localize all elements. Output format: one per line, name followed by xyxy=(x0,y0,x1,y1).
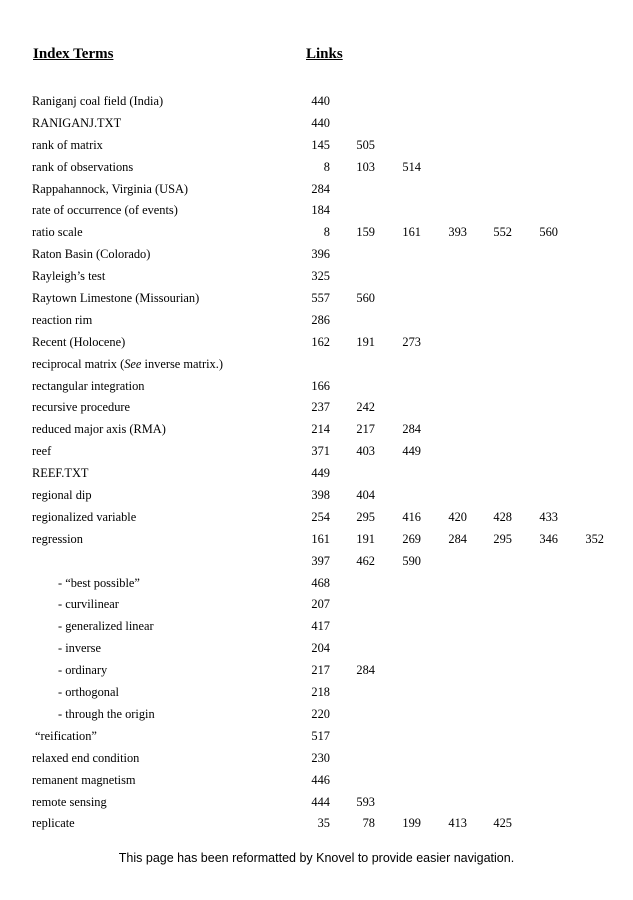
page-link[interactable]: 217 xyxy=(356,422,375,437)
page-link[interactable]: 440 xyxy=(311,94,330,108)
index-term xyxy=(32,113,121,135)
page-link[interactable]: 404 xyxy=(356,488,375,503)
index-term-text: rank of matrix xyxy=(32,137,103,152)
index-term xyxy=(32,748,139,770)
page-link[interactable]: 161 xyxy=(402,225,421,240)
index-entry xyxy=(0,594,633,616)
page-link[interactable]: 35 xyxy=(317,816,330,831)
index-term-text: recursive procedure xyxy=(32,400,131,415)
page-link[interactable]: 199 xyxy=(402,816,421,831)
index-term xyxy=(32,179,188,201)
page-link[interactable]: 103 xyxy=(356,159,375,174)
index-entry xyxy=(0,397,633,419)
index-term xyxy=(32,463,88,485)
index-entry xyxy=(0,135,633,157)
page-link[interactable]: 462 xyxy=(356,553,375,568)
page-link[interactable]: 346 xyxy=(539,531,558,546)
index-term xyxy=(58,594,119,616)
page-link[interactable]: 295 xyxy=(493,531,512,546)
index-term xyxy=(32,332,125,354)
page-link[interactable]: 593 xyxy=(356,794,375,809)
index-entry xyxy=(0,704,633,726)
index-entry xyxy=(0,310,633,332)
index-term-text: - through the origin xyxy=(58,706,155,721)
page-link[interactable]: 161 xyxy=(311,531,330,546)
page-link[interactable]: 269 xyxy=(402,531,421,546)
index-entry xyxy=(0,157,633,179)
page-link[interactable]: 505 xyxy=(356,137,375,152)
page-link[interactable]: 425 xyxy=(493,816,512,831)
index-entry xyxy=(0,638,633,660)
index-entry xyxy=(0,376,633,398)
index-term-text: relaxed end condition xyxy=(32,750,140,765)
index-entry xyxy=(0,770,633,792)
index-entry xyxy=(0,507,633,529)
index-term xyxy=(58,682,119,704)
index-entry xyxy=(0,266,633,288)
index-term xyxy=(58,638,101,660)
page-link[interactable]: 560 xyxy=(539,225,558,240)
page-link[interactable]: 449 xyxy=(402,444,421,459)
index-term-text: remote sensing xyxy=(32,794,107,809)
page-link[interactable]: 590 xyxy=(402,553,421,568)
page-link[interactable]: 413 xyxy=(448,816,467,831)
page-link[interactable]: 166 xyxy=(311,378,330,393)
index-term-text: - orthogonal xyxy=(58,685,119,700)
index-term-text: Raniganj coal field (India) xyxy=(32,94,164,108)
index-term xyxy=(32,507,136,529)
index-entry xyxy=(0,441,633,463)
page-link[interactable]: 371 xyxy=(311,444,330,459)
index-entry xyxy=(0,222,633,244)
index-term xyxy=(32,310,92,332)
index-entry xyxy=(0,113,633,135)
page-link[interactable]: 242 xyxy=(356,400,375,415)
page-link[interactable]: 352 xyxy=(585,531,604,546)
index-entry xyxy=(0,682,633,704)
page-link[interactable]: 514 xyxy=(402,159,421,174)
index-term xyxy=(32,135,103,157)
index-entry xyxy=(0,529,633,551)
index-term-text: - generalized linear xyxy=(58,619,154,634)
index-entry xyxy=(0,419,633,441)
index-entry xyxy=(0,354,633,376)
index-term xyxy=(32,266,105,288)
index-term-text: regionalized variable xyxy=(32,509,137,524)
page-link[interactable]: 286 xyxy=(311,312,330,327)
page-link[interactable]: 444 xyxy=(311,794,330,809)
index-term xyxy=(35,726,97,748)
page-link[interactable]: 396 xyxy=(311,247,330,262)
page-link[interactable]: 8 xyxy=(323,225,330,240)
index-term-text: Rayleigh’s test xyxy=(32,269,106,284)
index-entry xyxy=(0,813,633,835)
page-link[interactable]: 428 xyxy=(493,509,512,524)
page-link[interactable]: 295 xyxy=(356,509,375,524)
index-entry xyxy=(0,726,633,748)
index-term xyxy=(32,397,130,419)
index-entry xyxy=(0,748,633,770)
index-term-text: - inverse xyxy=(58,641,102,656)
page-link[interactable]: 420 xyxy=(448,509,467,524)
page-link[interactable]: 393 xyxy=(448,225,467,240)
page-link[interactable]: 440 xyxy=(311,115,330,130)
index-term-text: - ordinary xyxy=(58,663,108,678)
page-link[interactable]: 184 xyxy=(311,203,330,218)
page-link[interactable]: 254 xyxy=(311,509,330,524)
index-entry xyxy=(0,616,633,638)
index-entry xyxy=(0,91,633,113)
page-link[interactable]: 325 xyxy=(311,269,330,284)
index-entry xyxy=(0,288,633,310)
index-term-text: Raton Basin (Colorado) xyxy=(32,247,151,262)
page-link[interactable]: 284 xyxy=(356,663,375,678)
index-term xyxy=(58,616,154,638)
page-link[interactable]: 207 xyxy=(311,597,330,612)
page-link[interactable]: 78 xyxy=(362,816,375,831)
index-term xyxy=(32,792,107,814)
index-term-text: Rappahannock, Virginia (USA) xyxy=(32,181,189,196)
page-link[interactable]: 517 xyxy=(311,728,330,743)
index-term-text: - “best possible” xyxy=(58,575,140,590)
page-link[interactable]: 284 xyxy=(448,531,467,546)
page-link[interactable]: 237 xyxy=(311,400,330,415)
page-link[interactable]: 218 xyxy=(311,685,330,700)
index-term xyxy=(32,441,51,463)
index-term xyxy=(58,573,140,595)
index-term-text: ratio scale xyxy=(32,225,83,240)
links-header: Links xyxy=(306,46,343,62)
see-reference-link[interactable]: inverse matrix.) xyxy=(144,356,223,371)
page-link[interactable]: 403 xyxy=(356,444,375,459)
page-link[interactable]: 398 xyxy=(311,488,330,503)
page-link[interactable]: 433 xyxy=(539,509,558,524)
index-term xyxy=(32,244,150,266)
footer-note: This page has been reformatted by Knovel to provide easier navigation. xyxy=(118,851,515,865)
page-link[interactable]: 284 xyxy=(402,422,421,437)
index-term xyxy=(32,485,92,507)
index-entry xyxy=(0,660,633,682)
page-link[interactable]: 191 xyxy=(356,334,375,349)
page-link[interactable]: 560 xyxy=(356,291,375,306)
index-term xyxy=(32,222,83,244)
index-term-text: replicate xyxy=(32,816,75,831)
page-link[interactable]: 284 xyxy=(311,181,330,196)
index-term-text: rectangular integration xyxy=(32,378,145,393)
page-link[interactable]: 214 xyxy=(311,422,330,437)
index-entry xyxy=(0,244,633,266)
index-term-text: RANIGANJ.TXT xyxy=(32,115,122,130)
index-term-text: - curvilinear xyxy=(58,597,119,612)
page-link[interactable]: 145 xyxy=(311,137,330,152)
index-entry xyxy=(0,551,633,573)
index-entry xyxy=(0,485,633,507)
index-term-text: remanent magnetism xyxy=(32,772,136,787)
index-terms-header: Index Terms xyxy=(33,46,114,62)
page-link[interactable]: 217 xyxy=(311,663,330,678)
page-link[interactable]: 468 xyxy=(311,575,330,590)
index-term-text: Recent (Holocene) xyxy=(32,334,126,349)
index-term xyxy=(32,91,163,113)
index-term xyxy=(58,704,155,726)
index-entry xyxy=(0,573,633,595)
page-link[interactable]: 417 xyxy=(311,619,330,634)
page-link[interactable]: 230 xyxy=(311,750,330,765)
index-term-text: rank of observations xyxy=(32,159,134,174)
page-link[interactable]: 557 xyxy=(311,291,330,306)
index-term-text: reef xyxy=(32,444,52,459)
page-link[interactable]: 552 xyxy=(493,225,512,240)
page-link[interactable]: 204 xyxy=(311,641,330,656)
index-term xyxy=(32,813,75,835)
index-term-text: reaction rim xyxy=(32,312,93,327)
index-term-text: regional dip xyxy=(32,488,92,503)
index-term-text: “reification” xyxy=(35,728,97,743)
index-term-text: reciprocal matrix xyxy=(32,356,117,371)
page-link[interactable]: 416 xyxy=(402,509,421,524)
index-term xyxy=(32,529,83,551)
index-term xyxy=(58,660,107,682)
index-term xyxy=(32,288,199,310)
see-reference-label: See xyxy=(124,356,142,371)
page-link[interactable]: 191 xyxy=(356,531,375,546)
index-term xyxy=(32,200,178,222)
page-link[interactable]: 162 xyxy=(311,334,330,349)
index-entry xyxy=(0,179,633,201)
index-entry xyxy=(0,463,633,485)
page-link[interactable]: 397 xyxy=(311,553,330,568)
index-term-text: reduced major axis (RMA) xyxy=(32,422,166,437)
page-link[interactable]: 159 xyxy=(356,225,375,240)
page-link[interactable]: 8 xyxy=(323,159,330,174)
index-term xyxy=(32,376,145,398)
index-term-text: REEF.TXT xyxy=(32,466,89,481)
index-term-text: regression xyxy=(32,531,83,546)
page-link[interactable]: 220 xyxy=(311,706,330,721)
index-entry xyxy=(0,200,633,222)
index-term xyxy=(32,157,133,179)
index-entry xyxy=(0,332,633,354)
index-list xyxy=(0,91,633,835)
index-term: reciprocal matrix (See inverse matrix.) xyxy=(32,356,223,371)
page-link[interactable]: 273 xyxy=(402,334,421,349)
index-term xyxy=(32,419,166,441)
index-term-text: Raytown Limestone (Missourian) xyxy=(32,291,200,306)
page-link[interactable]: 446 xyxy=(311,772,330,787)
index-term-text: rate of occurrence (of events) xyxy=(32,203,178,218)
page-link[interactable]: 449 xyxy=(311,466,330,481)
index-entry xyxy=(0,792,633,814)
index-term xyxy=(32,770,136,792)
